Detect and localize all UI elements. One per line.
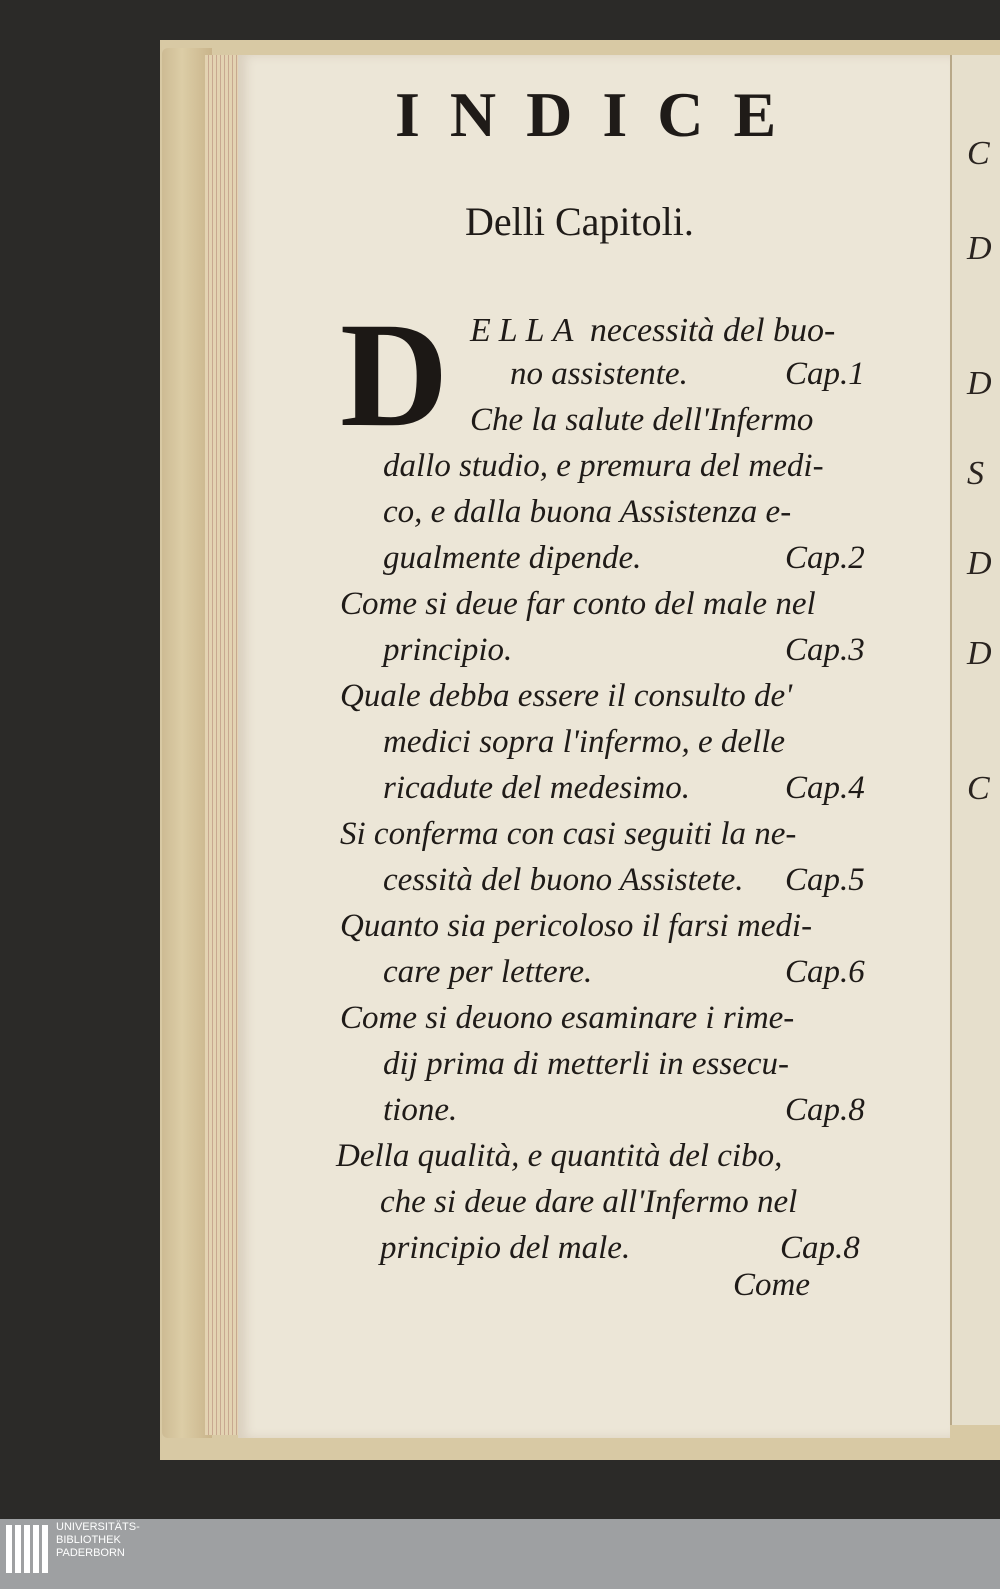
next-page-letter: D xyxy=(967,365,992,402)
entry-line: Come si deue far conto del male nel xyxy=(340,586,816,622)
next-page-letter: D xyxy=(967,230,992,267)
entry-line: dij prima di metterli in essecu- xyxy=(383,1046,790,1082)
page-subtitle: Delli Capitoli. xyxy=(465,199,694,244)
entry-line: gualmente dipende. xyxy=(383,540,642,576)
entry-line: cessità del buono Assistete. xyxy=(383,862,744,898)
first-entry-first-line xyxy=(470,312,835,350)
entry-line: no assistente. xyxy=(510,356,688,392)
next-page-letter: C xyxy=(967,770,990,807)
entry-line: Quale debba essere il consulto de' xyxy=(340,678,793,714)
entry-line: che si deue dare all'Infermo nel xyxy=(380,1184,798,1220)
next-page-edge xyxy=(950,55,1000,1425)
entry-line: Quanto sia pericoloso il farsi medi- xyxy=(340,908,813,944)
logo-line: BIBLIOTHEK xyxy=(56,1534,121,1546)
chapter-number: Cap.2 xyxy=(785,540,865,576)
logo-line: PADERBORN xyxy=(56,1547,125,1559)
chapter-number: Cap.3 xyxy=(785,632,865,668)
first-entry-rest: necessità del buo- xyxy=(589,312,836,349)
chapter-number: Cap.6 xyxy=(785,954,865,990)
entry-line: dallo studio, e premura del medi- xyxy=(383,448,824,484)
entry-line: care per lettere. xyxy=(383,954,593,990)
chapter-number: Cap.5 xyxy=(785,862,865,898)
first-entry-caps: ELLA xyxy=(470,312,582,349)
entry-line: principio del male. xyxy=(380,1230,631,1266)
entry-line: co, e dalla buona Assistenza e- xyxy=(383,494,792,530)
next-page-letter: S xyxy=(967,455,984,492)
page-title: INDICE xyxy=(395,79,807,150)
chapter-number: Cap.8 xyxy=(780,1230,860,1266)
logo-line: UNIVERSITÄTS- xyxy=(56,1521,140,1533)
entry-line: principio. xyxy=(383,632,513,668)
entry-line: Si conferma con casi seguiti la ne- xyxy=(340,816,797,852)
chapter-number: Cap.4 xyxy=(785,770,865,806)
next-page-letter: C xyxy=(967,135,990,172)
library-logo-icon xyxy=(6,1525,50,1573)
entry-line: ricadute del medesimo. xyxy=(383,770,691,806)
entry-line: tione. xyxy=(383,1092,458,1128)
drop-cap: D xyxy=(340,292,449,458)
entry-line: Come si deuono esaminare i rime- xyxy=(340,1000,795,1036)
catchword: Come xyxy=(733,1267,810,1303)
library-footer-bar xyxy=(0,1519,1000,1589)
chapter-number: Cap.1 xyxy=(785,356,865,392)
next-page-letter: D xyxy=(967,635,992,672)
chapter-number: Cap.8 xyxy=(785,1092,865,1128)
entry-line: medici sopra l'infermo, e delle xyxy=(383,724,786,760)
entry-line: Della qualità, e quantità del cibo, xyxy=(336,1138,783,1174)
entry-line: Che la salute dell'Infermo xyxy=(470,402,814,438)
library-logo-text xyxy=(56,1521,140,1560)
next-page-letter: D xyxy=(967,545,992,582)
